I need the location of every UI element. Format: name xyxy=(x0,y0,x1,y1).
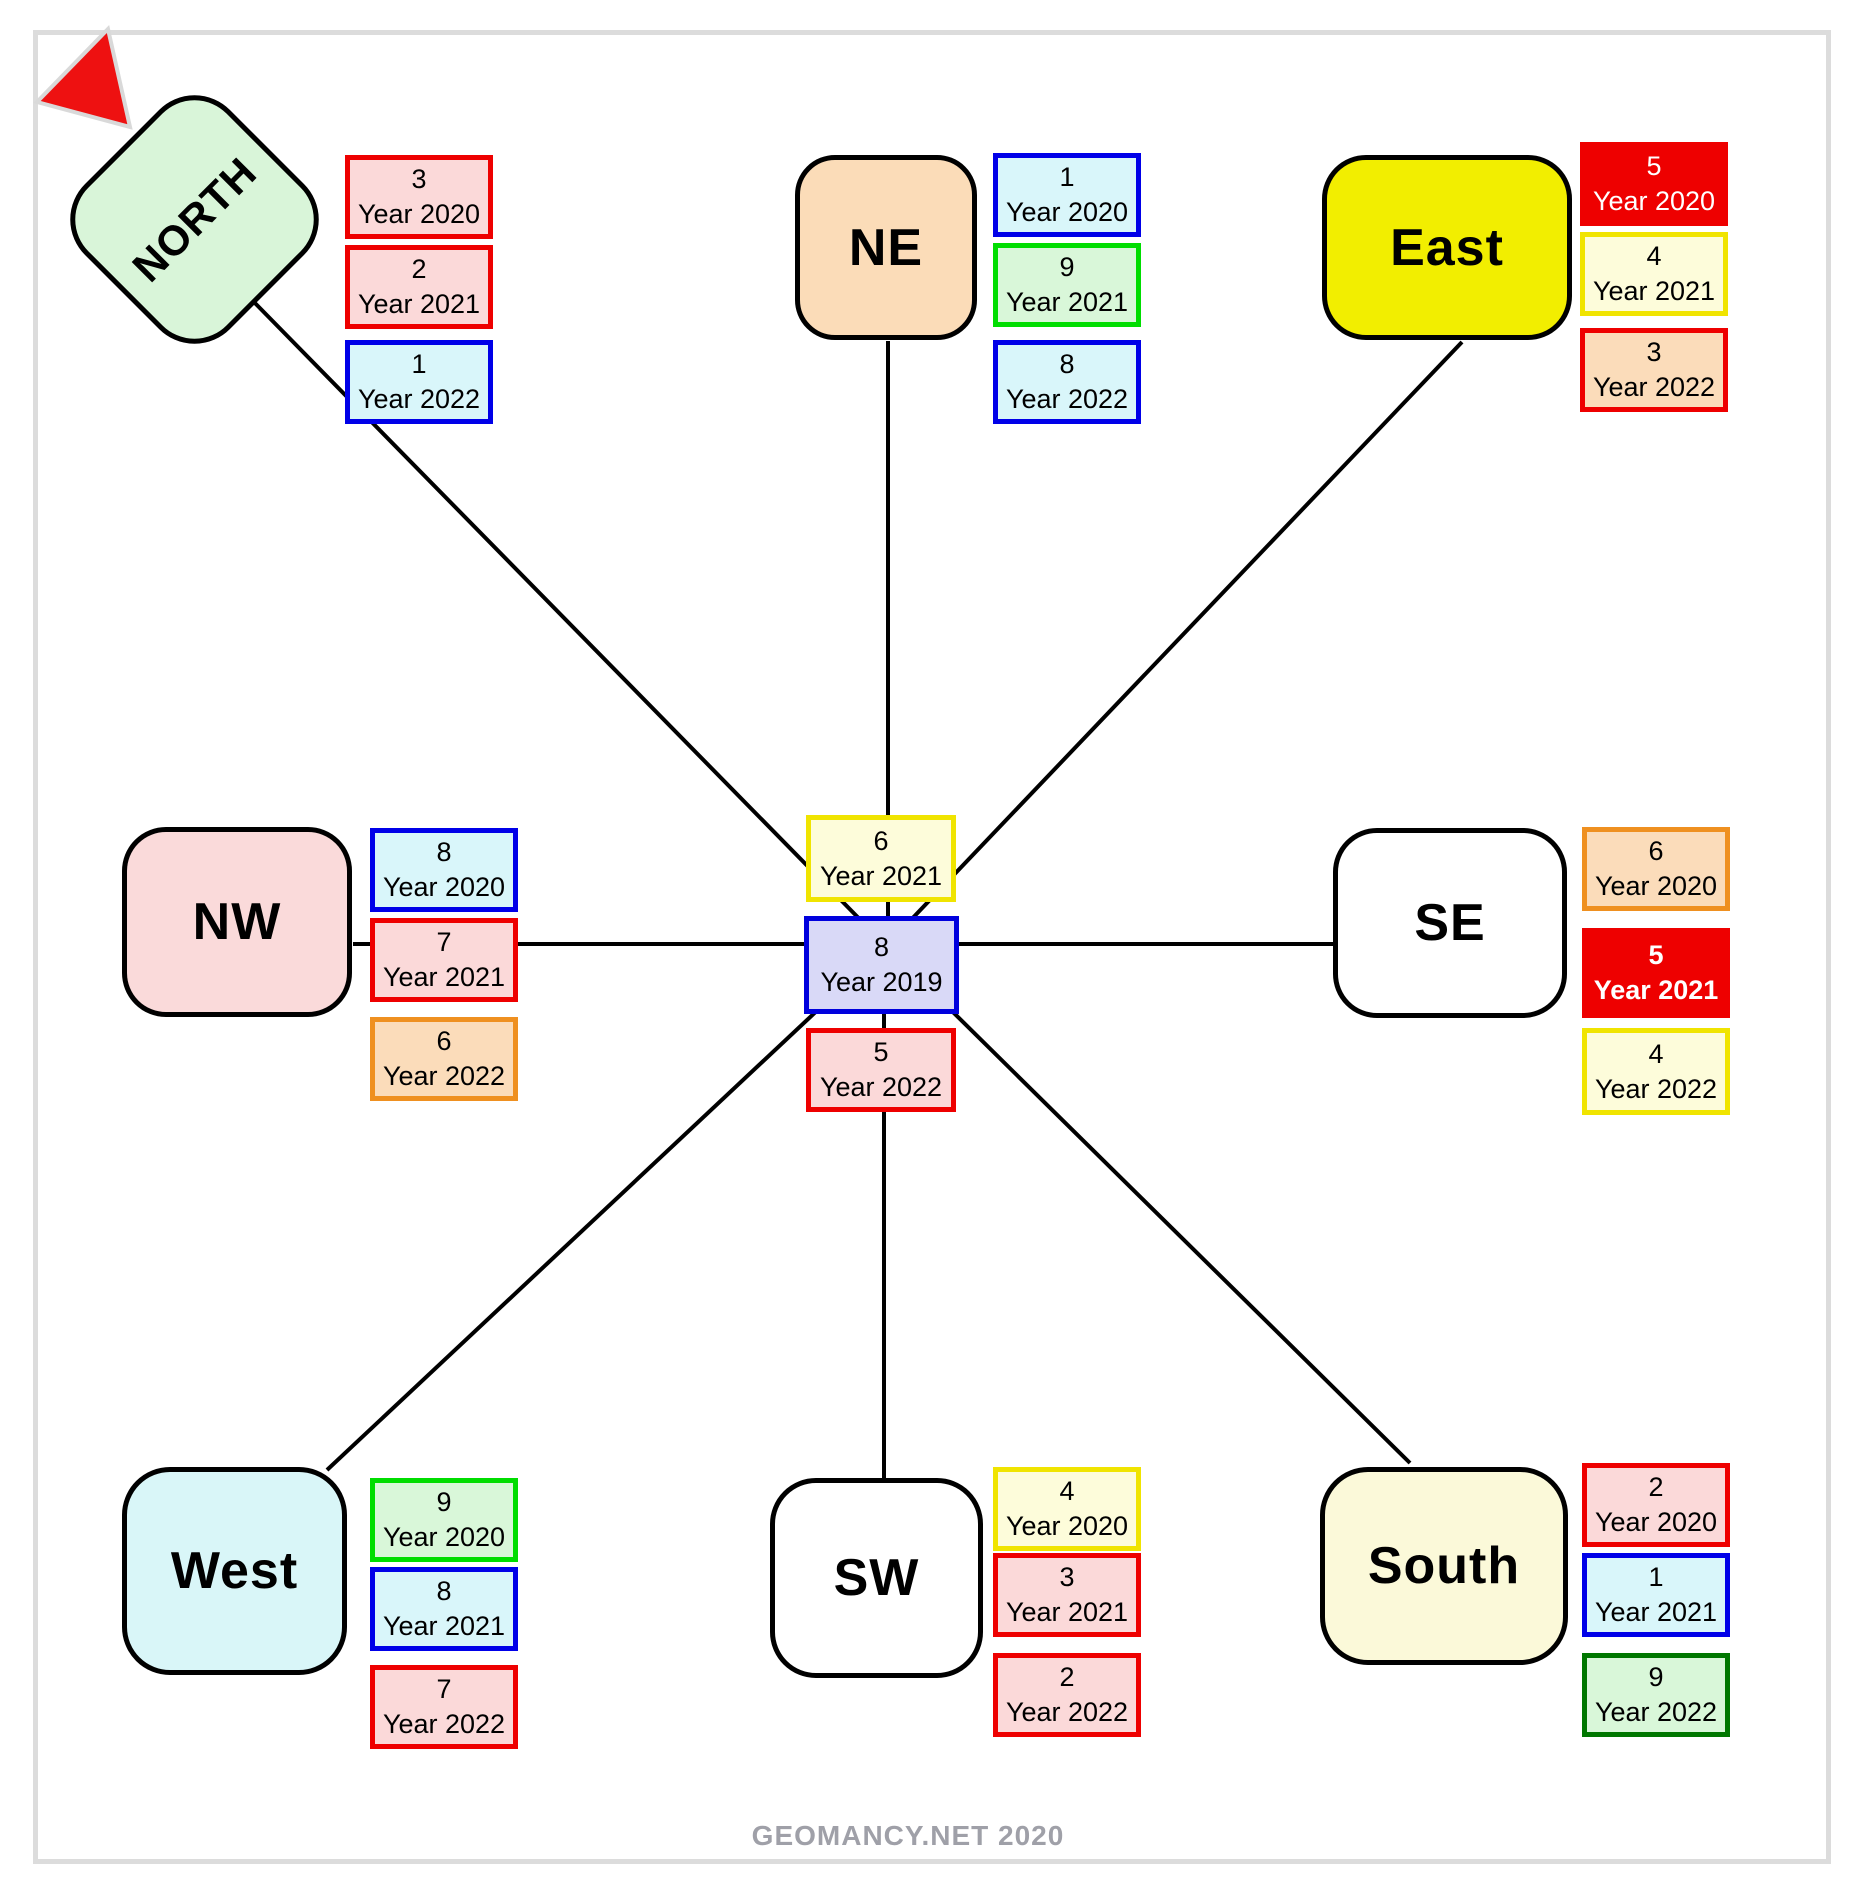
se-year-2020-label xyxy=(1582,827,1730,911)
sw-year-2020-label xyxy=(993,1467,1141,1551)
star-year: Year 2021 xyxy=(1593,975,1719,1005)
direction-label-west: West xyxy=(170,1542,299,1600)
star-year: Year 2020 xyxy=(1594,1507,1718,1537)
star-number: 9 xyxy=(1059,252,1075,282)
star-year: Year 2022 xyxy=(1592,372,1716,402)
east-year-2020-label xyxy=(1580,142,1728,226)
watermark-text: GEOMANCY.NET 2020 xyxy=(751,1820,1065,1851)
star-number: 6 xyxy=(436,1026,452,1056)
star-number: 4 xyxy=(1648,1038,1664,1069)
star-number: 8 xyxy=(436,837,452,867)
south-year-2020-label xyxy=(1582,1463,1730,1547)
center-year-2019-label xyxy=(804,916,959,1014)
star-number: 7 xyxy=(436,1674,452,1704)
direction-box-nw xyxy=(122,827,352,1017)
star-year: Year 2020 xyxy=(357,199,481,229)
star-year: Year 2021 xyxy=(1592,276,1716,306)
star-number: 6 xyxy=(873,825,889,856)
star-number: 6 xyxy=(1648,836,1664,866)
star-year: Year 2022 xyxy=(1005,1697,1129,1727)
star-number: 9 xyxy=(1648,1662,1664,1692)
west-year-2020-label xyxy=(370,1478,518,1562)
star-year: Year 2022 xyxy=(382,1709,506,1739)
star-number: 2 xyxy=(411,254,427,284)
direction-label-sw: SW xyxy=(833,1549,920,1607)
ne-year-2021-label xyxy=(993,243,1141,327)
north-year-2021-label xyxy=(345,245,493,329)
direction-box-west xyxy=(122,1467,347,1675)
star-number: 8 xyxy=(436,1576,452,1606)
se-year-2021-label xyxy=(1582,928,1730,1018)
direction-box-south xyxy=(1320,1467,1568,1665)
star-number: 7 xyxy=(436,927,452,957)
star-year: Year 2021 xyxy=(357,289,481,319)
star-year: Year 2021 xyxy=(382,962,506,992)
star-year: Year 2021 xyxy=(1005,1597,1129,1627)
direction-box-se xyxy=(1333,828,1567,1018)
star-year: Year 2022 xyxy=(1594,1697,1718,1727)
direction-label-nw: NW xyxy=(192,893,282,951)
star-year: Year 2021 xyxy=(819,860,943,891)
star-year: Year 2019 xyxy=(820,967,943,997)
star-number: 2 xyxy=(1059,1662,1075,1692)
direction-label-north: NORTH xyxy=(122,147,266,291)
star-year: Year 2020 xyxy=(1592,186,1716,216)
ne-year-2020-label xyxy=(993,153,1141,237)
star-number: 5 xyxy=(1648,940,1664,970)
star-number: 2 xyxy=(1648,1472,1664,1502)
direction-label-ne: NE xyxy=(848,218,924,277)
star-year: Year 2022 xyxy=(1594,1073,1718,1104)
star-number: 4 xyxy=(1646,241,1662,271)
se-year-2022-label xyxy=(1582,1028,1730,1115)
center-year-2022-label xyxy=(806,1028,956,1112)
star-year: Year 2020 xyxy=(382,872,506,902)
direction-label-se: SE xyxy=(1414,894,1486,952)
star-number: 3 xyxy=(1059,1562,1075,1592)
south-year-2021-label xyxy=(1582,1553,1730,1637)
star-number: 8 xyxy=(1059,349,1075,379)
nw-year-2020-label xyxy=(370,828,518,912)
star-year: Year 2022 xyxy=(819,1072,943,1102)
direction-box-sw xyxy=(770,1478,983,1678)
ne-year-2022-label xyxy=(993,340,1141,424)
west-year-2021-label xyxy=(370,1567,518,1651)
star-number: 5 xyxy=(1646,151,1662,181)
direction-label-south: South xyxy=(1367,1537,1521,1595)
star-year: Year 2022 xyxy=(382,1061,506,1091)
east-year-2021-label xyxy=(1580,232,1728,316)
north-year-2022-label xyxy=(345,340,493,424)
west-year-2022-label xyxy=(370,1665,518,1749)
star-number: 1 xyxy=(1648,1562,1664,1592)
star-number: 9 xyxy=(436,1487,452,1517)
star-year: Year 2021 xyxy=(1594,1597,1718,1627)
direction-box-east xyxy=(1322,155,1572,340)
star-year: Year 2022 xyxy=(357,384,481,414)
north-year-2020-label xyxy=(345,155,493,239)
nw-year-2022-label xyxy=(370,1017,518,1101)
sw-year-2022-label xyxy=(993,1653,1141,1737)
star-year: Year 2020 xyxy=(1005,197,1129,227)
east-year-2022-label xyxy=(1580,328,1728,412)
line-center-to-south xyxy=(886,946,1410,1463)
star-year: Year 2021 xyxy=(382,1611,506,1641)
star-year: Year 2021 xyxy=(1005,287,1129,317)
star-number: 3 xyxy=(1646,337,1662,367)
star-number: 4 xyxy=(1059,1476,1075,1506)
star-number: 8 xyxy=(873,932,890,962)
star-year: Year 2020 xyxy=(382,1522,506,1552)
star-number: 1 xyxy=(411,349,427,379)
star-year: Year 2020 xyxy=(1594,871,1718,901)
star-year: Year 2022 xyxy=(1005,384,1129,414)
nw-year-2021-label xyxy=(370,918,518,1002)
direction-box-ne xyxy=(795,155,977,340)
south-year-2022-label xyxy=(1582,1653,1730,1737)
star-number: 5 xyxy=(873,1037,889,1067)
compass-north-arrow-icon xyxy=(37,29,130,127)
star-number: 1 xyxy=(1059,162,1075,192)
sw-year-2021-label xyxy=(993,1553,1141,1637)
star-number: 3 xyxy=(411,164,427,194)
direction-label-east: East xyxy=(1390,218,1504,277)
center-year-2021-label xyxy=(806,815,956,902)
star-year: Year 2020 xyxy=(1005,1511,1129,1541)
